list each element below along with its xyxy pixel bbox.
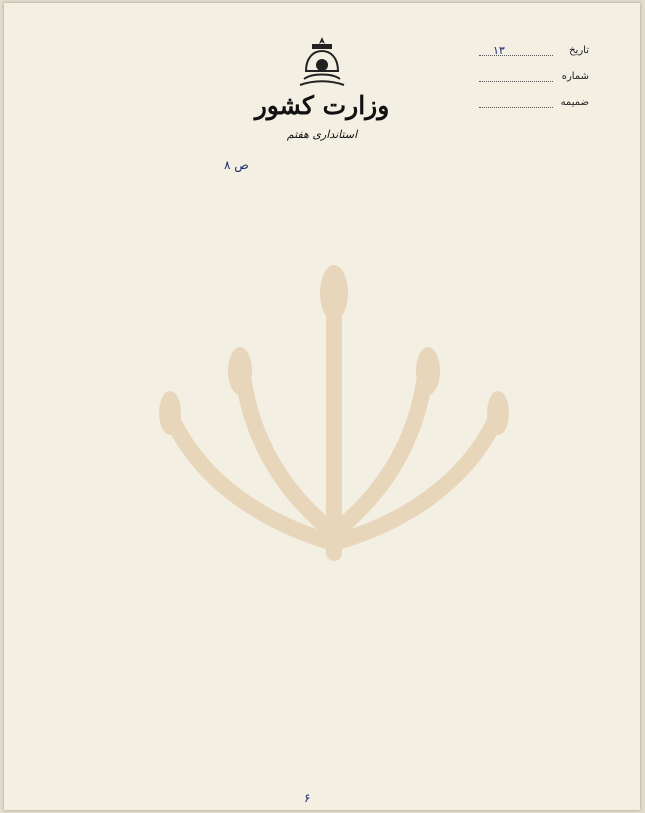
- body-line: [24, 557, 584, 572]
- document-page: [4, 3, 640, 810]
- body-line: [24, 463, 584, 478]
- body-line: [24, 204, 584, 219]
- body-line: [24, 221, 584, 236]
- body-line: [24, 409, 584, 424]
- page-number: ۶: [304, 791, 311, 805]
- number-field: [479, 71, 589, 85]
- body-line: [24, 521, 584, 536]
- body-line: [24, 722, 584, 737]
- body-line: [24, 745, 584, 760]
- body-line: [24, 614, 584, 629]
- page-reference: ص ۸: [224, 158, 249, 172]
- body-line: [24, 763, 584, 778]
- body-line: [24, 334, 584, 349]
- date-label: تاریخ: [569, 45, 589, 56]
- date-field: [479, 45, 589, 59]
- province-subtitle: استانداری هفتم: [286, 128, 358, 141]
- body-line: [24, 391, 584, 406]
- body-line: [24, 187, 584, 202]
- body-line: [24, 352, 584, 367]
- body-line: [24, 370, 584, 385]
- lion-and-sun-emblem-icon: [292, 35, 352, 91]
- body-line: [24, 481, 584, 496]
- body-line: [24, 280, 584, 295]
- date-value: ۱۳: [493, 44, 505, 57]
- body-line: [24, 596, 584, 611]
- body-line: [24, 686, 584, 701]
- body-line: [24, 244, 584, 259]
- number-label: شماره: [561, 71, 589, 82]
- attachment-label: ضمیمه: [560, 97, 589, 108]
- body-line: [24, 316, 584, 331]
- body-line: [24, 503, 584, 518]
- body-line: [24, 704, 584, 719]
- body-line: [24, 650, 584, 665]
- ministry-title: وزارت کشور: [254, 91, 390, 120]
- body-line: [24, 445, 584, 460]
- body-line: [24, 298, 584, 313]
- body-line: [24, 668, 584, 683]
- body-line: [24, 578, 584, 593]
- body-line: [24, 427, 584, 442]
- body-line: [24, 632, 584, 647]
- body-line: [24, 262, 584, 277]
- body-line: [24, 539, 584, 554]
